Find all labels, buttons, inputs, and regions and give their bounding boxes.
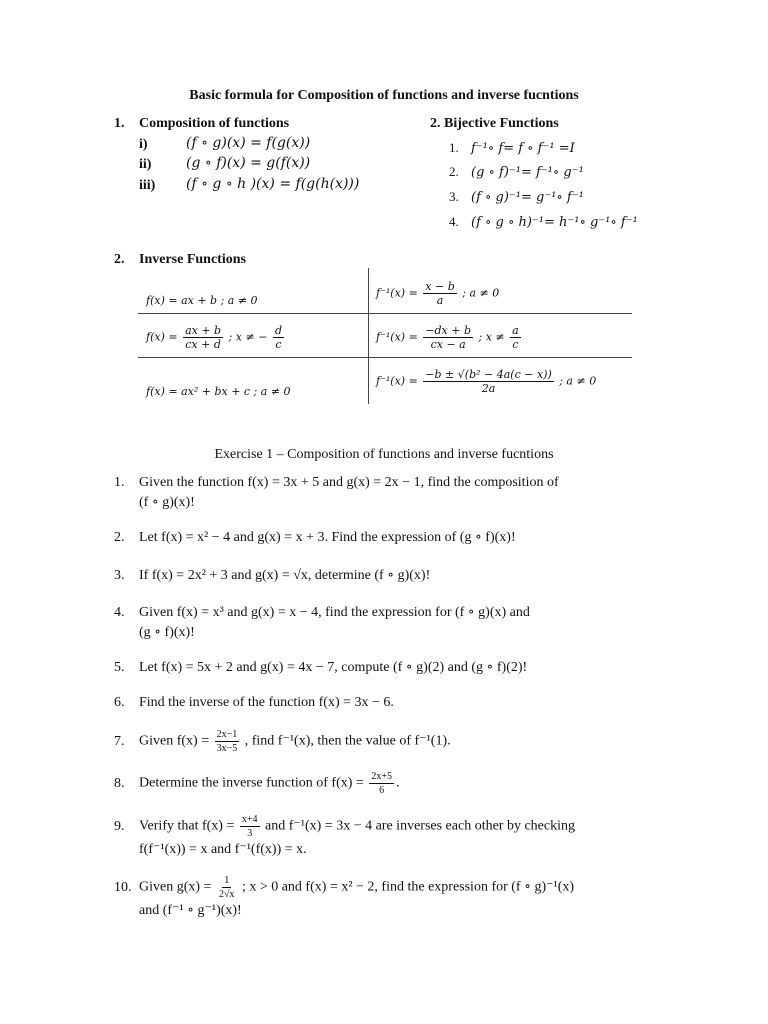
question-text: Find the inverse of the function f(x) = 3x − 6.	[139, 695, 394, 710]
table-divider	[368, 268, 369, 404]
section-number: 1.	[114, 116, 125, 131]
item-number: 3.	[449, 189, 459, 204]
inverse-functions-table	[138, 268, 632, 404]
cell-text: f⁻¹(x) =	[376, 330, 418, 344]
item-number: 2.	[449, 164, 459, 179]
item-label: ii)	[139, 157, 152, 172]
question-text: Given f(x) = x³ and g(x) = x − 4, find the expression for (f ∘ g)(x) and	[139, 605, 530, 620]
question-text: Let f(x) = 5x + 2 and g(x) = 4x − 7, compute (f ∘ g)(2) and (g ∘ f)(2)!	[139, 660, 528, 675]
exercise-question	[114, 473, 674, 513]
fraction-numerator: −dx + b	[425, 324, 472, 337]
fraction-numerator: x − b	[425, 280, 455, 293]
question-text-part: ; x > 0 and f(x) = x² − 2, find the expression for (f ∘ g)⁻¹(x)	[241, 879, 575, 895]
exercise-question	[114, 813, 674, 860]
fraction	[217, 874, 237, 901]
exercise-question	[114, 658, 674, 678]
section-heading-inverse: Inverse Functions	[139, 252, 246, 267]
cell-text: f(x) =	[146, 330, 178, 344]
bijective-formula: (g ∘ f)⁻¹= f⁻¹∘ g⁻¹	[471, 165, 584, 180]
fraction-numerator: 2x−1	[216, 729, 238, 740]
table-divider	[138, 313, 632, 314]
bijective-formula: (f ∘ g)⁻¹= g⁻¹∘ f⁻¹	[471, 190, 584, 205]
question-text-continued: and (f⁻¹ ∘ g⁻¹)(x)!	[139, 903, 242, 918]
question-text	[139, 770, 674, 797]
fraction-denominator: c	[275, 338, 282, 351]
question-number: 10.	[114, 880, 132, 895]
question-text-part: Determine the inverse function of f(x) =	[139, 775, 364, 791]
bijective-item	[449, 189, 584, 205]
fraction-numerator: 2x+5	[371, 771, 392, 782]
table-cell	[376, 368, 596, 395]
fraction	[510, 324, 521, 351]
fraction	[423, 324, 473, 351]
question-text: Given the function f(x) = 3x + 5 and g(x) = 2x − 1, find the composition of	[139, 475, 559, 490]
cell-text: f⁻¹(x) =	[376, 286, 418, 300]
exercise-question	[114, 603, 674, 643]
question-text-part: Given f(x) =	[139, 733, 210, 749]
fraction	[240, 813, 260, 840]
fraction	[369, 770, 394, 797]
cell-text: ; a ≠ 0	[462, 286, 500, 300]
exercise-question	[114, 728, 674, 755]
composition-formula: (g ∘ f)(x) = g(f(x))	[186, 155, 311, 171]
fraction-numerator: ax + b	[185, 324, 222, 337]
fraction-denominator: 3	[247, 828, 253, 839]
bijective-item	[449, 164, 584, 180]
exercise-question	[114, 528, 674, 548]
fraction	[423, 368, 553, 395]
page-title: Basic formula for Composition of functions and inverse fucntions	[189, 88, 579, 103]
fraction-numerator: 1	[224, 875, 230, 886]
question-number: 9.	[114, 819, 125, 834]
fraction-denominator: 3x−5	[216, 743, 238, 754]
question-text: If f(x) = 2x² + 3 and g(x) = √x, determine (f ∘ g)(x)!	[139, 568, 431, 583]
question-text-continued: f(f⁻¹(x)) = x and f⁻¹(f(x)) = x.	[139, 842, 307, 857]
fraction	[183, 324, 223, 351]
fraction	[273, 324, 284, 351]
question-text-part: and f⁻¹(x) = 3x − 4 are inverses each other by checking	[265, 818, 575, 834]
question-text	[139, 874, 674, 901]
bijective-item	[449, 140, 575, 156]
item-label: iii)	[139, 178, 156, 193]
table-cell: f(x) = ax² + bx + c ; a ≠ 0	[146, 385, 291, 398]
section-heading-bijective: 2. Bijective Functions	[430, 116, 559, 131]
question-number: 1.	[114, 475, 125, 490]
question-text: Let f(x) = x² − 4 and g(x) = x + 3. Find the expression of (g ∘ f)(x)!	[139, 530, 516, 545]
table-cell	[376, 324, 523, 351]
exercise-question	[114, 566, 674, 586]
item-number: 1.	[449, 140, 459, 155]
exercise-question	[114, 874, 674, 921]
question-number: 8.	[114, 776, 125, 791]
question-number: 6.	[114, 695, 125, 710]
question-number: 2.	[114, 530, 125, 545]
composition-formula: (f ∘ g)(x) = f(g(x))	[186, 135, 311, 151]
fraction-denominator: 6	[379, 785, 385, 796]
cell-text: ; x ≠ −	[228, 330, 268, 344]
question-text	[139, 728, 674, 755]
question-text-part: , find f⁻¹(x), then the value of f⁻¹(1).	[244, 733, 451, 749]
section-heading-composition: Composition of functions	[139, 116, 290, 131]
fraction	[423, 280, 456, 307]
item-label: i)	[139, 137, 148, 152]
exercise-question	[114, 770, 674, 797]
question-number: 5.	[114, 660, 125, 675]
fraction-numerator: x+4	[241, 814, 258, 825]
table-divider	[138, 357, 632, 358]
fraction-denominator: c	[512, 338, 519, 351]
fraction-denominator: cx − a	[430, 338, 466, 351]
question-text-continued: (f ∘ g)(x)!	[139, 495, 195, 510]
fraction-denominator: cx + d	[185, 338, 221, 351]
exercise-title: Exercise 1 – Composition of functions and inverse fucntions	[214, 447, 554, 462]
fraction	[215, 728, 240, 755]
question-number: 4.	[114, 605, 125, 620]
fraction-numerator: a	[512, 324, 519, 337]
fraction-numerator: −b ± √(b² − 4a(c − x))	[425, 368, 552, 381]
table-cell: f(x) = ax + b ; a ≠ 0	[146, 294, 258, 307]
cell-text: f⁻¹(x) =	[376, 374, 418, 388]
question-text-part: Verify that f(x) =	[139, 818, 235, 834]
question-text-part: .	[395, 775, 400, 791]
cell-text: ; a ≠ 0	[559, 374, 597, 388]
fraction-denominator: 2√x	[218, 889, 235, 900]
fraction-denominator: a	[436, 294, 444, 307]
fraction-denominator: 2a	[481, 382, 496, 395]
table-cell	[376, 280, 499, 307]
exercise-question	[114, 693, 674, 713]
question-number: 3.	[114, 568, 125, 583]
table-cell	[146, 324, 286, 351]
question-number: 7.	[114, 734, 125, 749]
bijective-item	[449, 214, 638, 230]
cell-text: ; x ≠	[478, 330, 505, 344]
fraction-numerator: d	[274, 324, 282, 337]
composition-formula: (f ∘ g ∘ h )(x) = f(g(h(x)))	[186, 176, 360, 192]
item-number: 4.	[449, 214, 459, 229]
question-text	[139, 813, 674, 840]
section-number: 2.	[114, 252, 125, 267]
bijective-formula: f⁻¹∘ f= f ∘ f⁻¹ =I	[471, 141, 575, 156]
bijective-formula: (f ∘ g ∘ h)⁻¹= h⁻¹∘ g⁻¹∘ f⁻¹	[471, 215, 638, 230]
question-text-part: Given g(x) =	[139, 879, 212, 895]
question-text-continued: (g ∘ f)(x)!	[139, 625, 195, 640]
